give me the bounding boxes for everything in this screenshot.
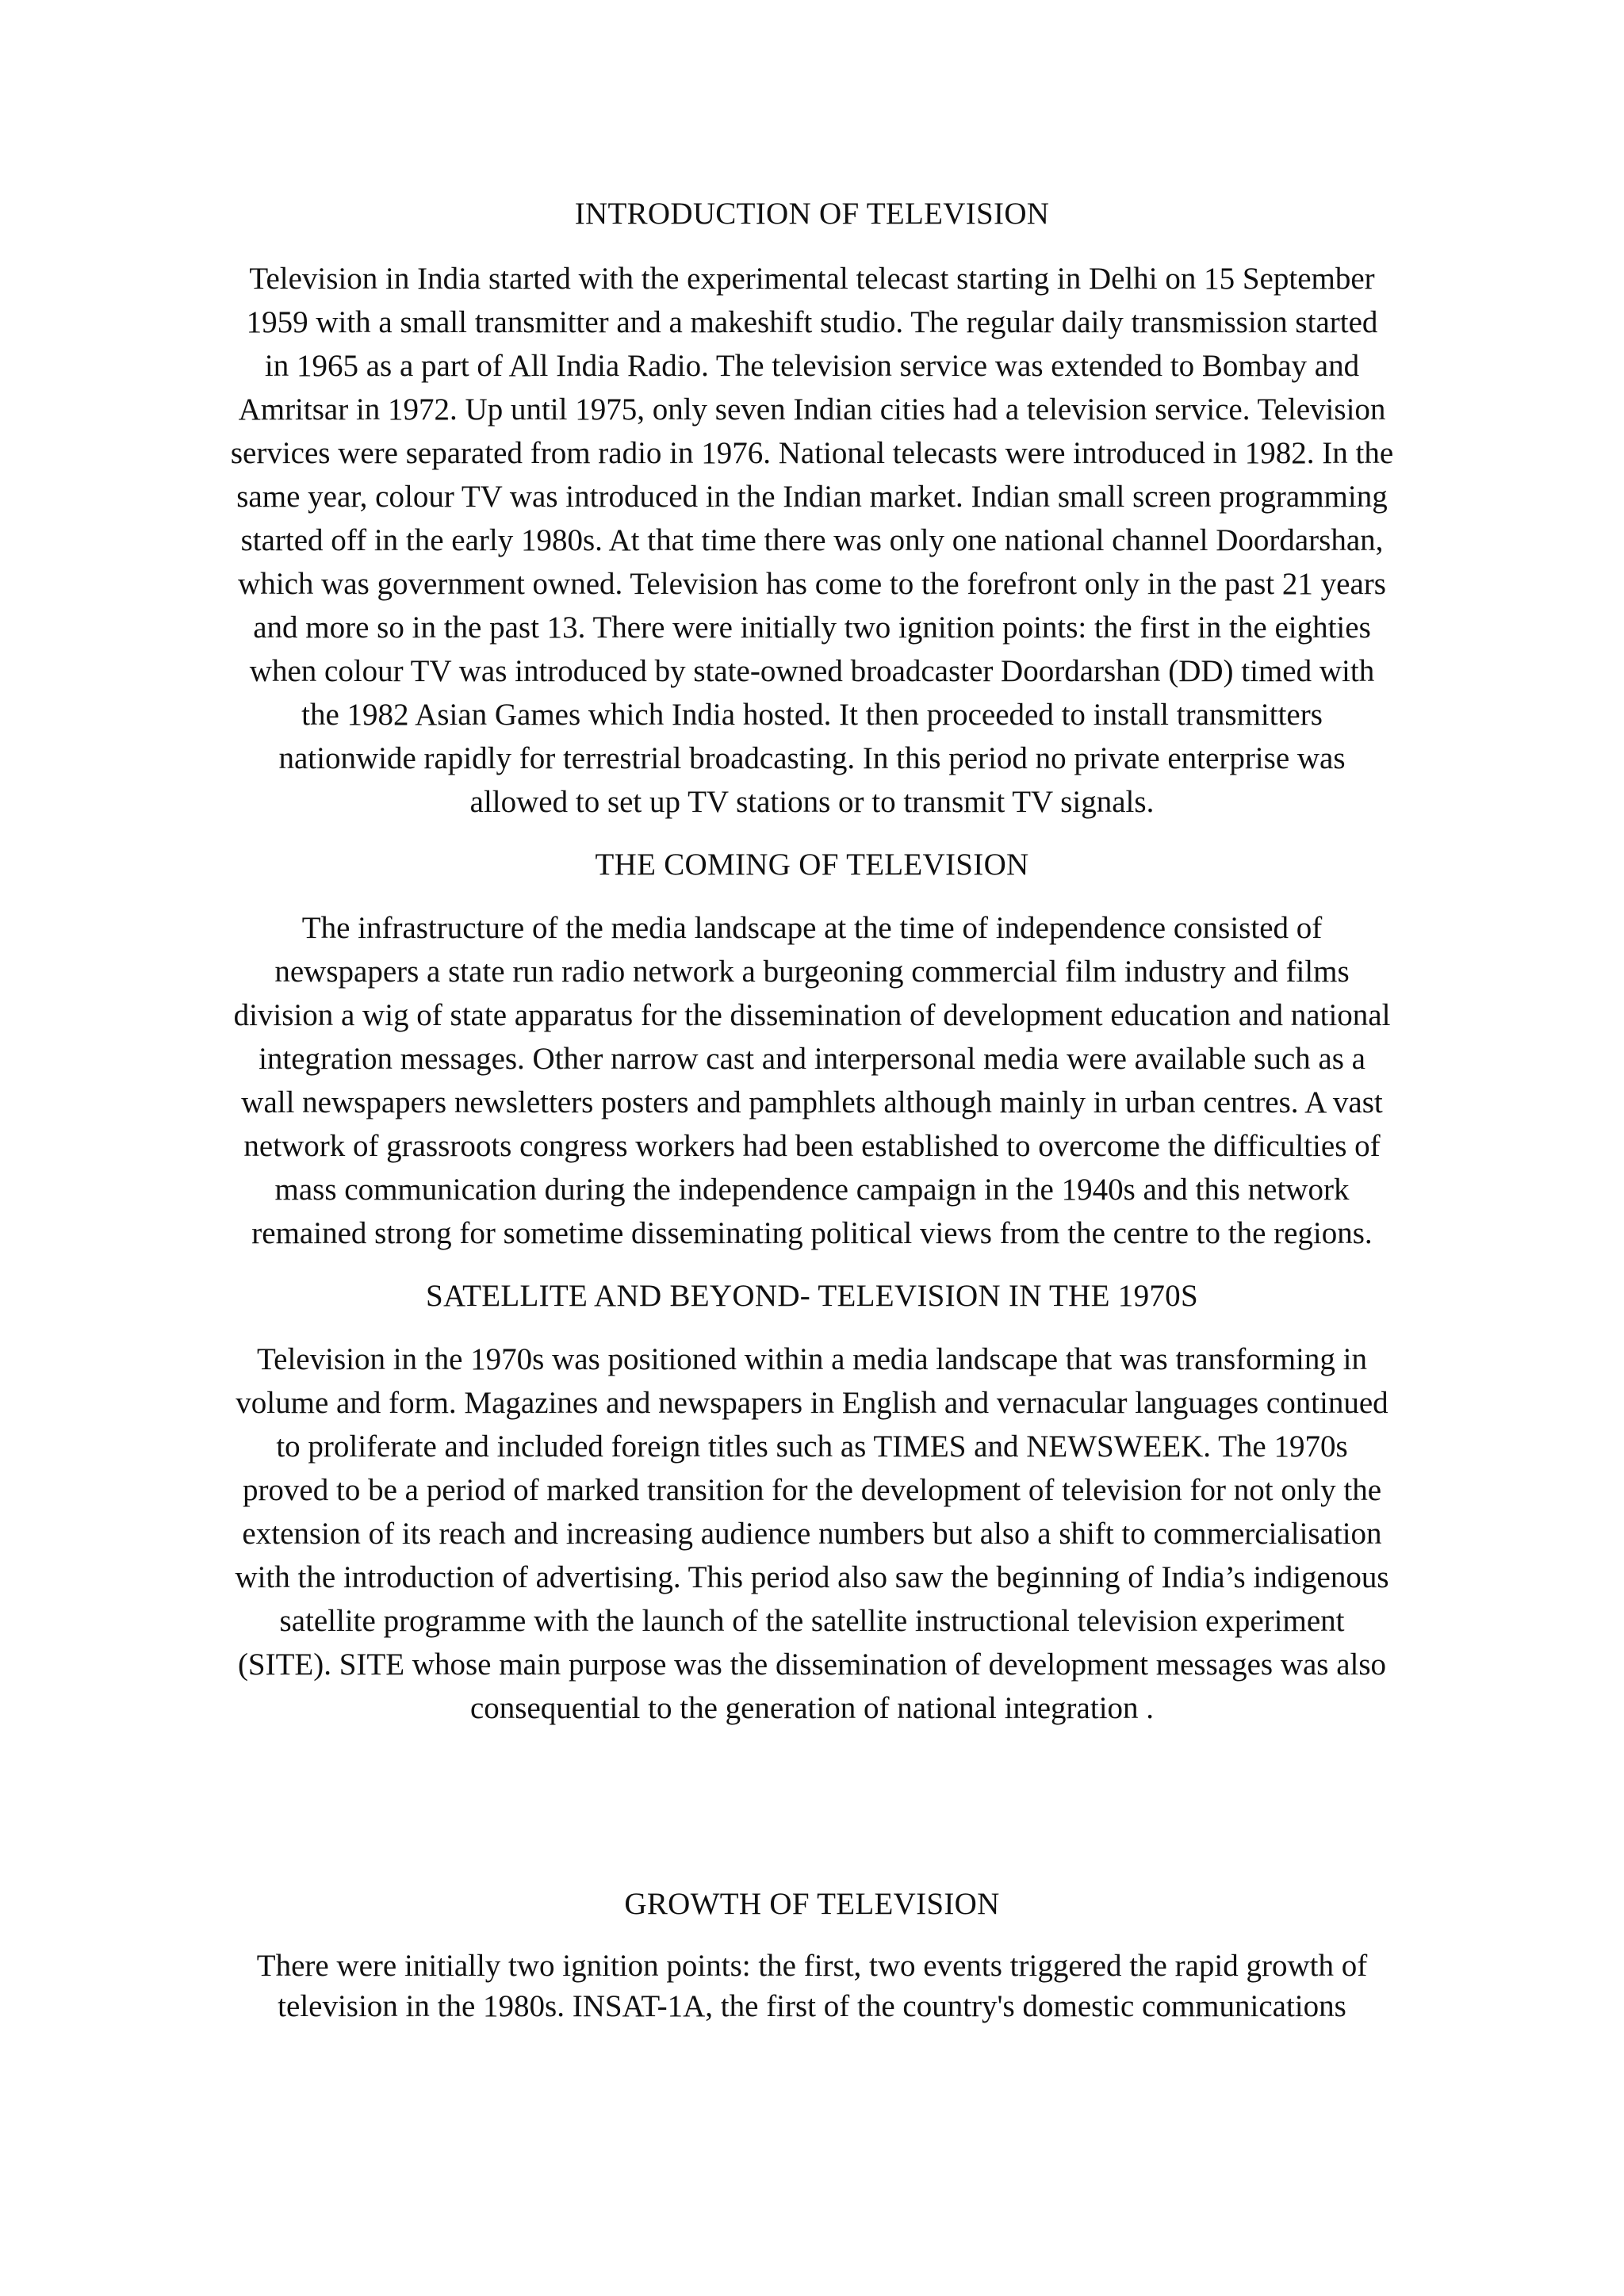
text-line: when colour TV was introduced by state-owned broadcaster Doordarshan (DD) timed with bbox=[249, 654, 1375, 688]
section-paragraph-satellite-and-beyond bbox=[190, 1337, 1434, 1730]
text-line: Television in India started with the experimental telecast starting in Delhi on 15 September bbox=[249, 262, 1375, 296]
text-line: allowed to set up TV stations or to transmit TV signals. bbox=[469, 785, 1155, 819]
text-line: integration messages. Other narrow cast and interpersonal media were available such as a bbox=[259, 1042, 1365, 1076]
section-heading-satellite-and-beyond: SATELLITE AND BEYOND- TELEVISION IN THE 1970S bbox=[426, 1279, 1198, 1313]
text-line: remained strong for sometime disseminating political views from the centre to the regions. bbox=[251, 1216, 1373, 1250]
text-line: network of grassroots congress workers had been established to overcome the difficulties of bbox=[243, 1129, 1381, 1163]
section-heading-introduction: INTRODUCTION OF TELEVISION bbox=[574, 197, 1050, 231]
document-body bbox=[190, 192, 1434, 2026]
text-line: services were separated from radio in 1976. National telecasts were introduced in 1982. In the bbox=[230, 436, 1394, 470]
text-line: There were initially two ignition points: the first, two events triggered the rapid growth of bbox=[256, 1949, 1368, 1983]
text-line: started off in the early 1980s. At that time there was only one national channel Doordarshan, bbox=[240, 523, 1384, 557]
text-line: division a wig of state apparatus for the dissemination of development education and national bbox=[233, 998, 1391, 1032]
text-line: mass communication during the independence campaign in the 1940s and this network bbox=[274, 1173, 1350, 1207]
text-line: in 1965 as a part of All India Radio. The television service was extended to Bombay and bbox=[264, 349, 1360, 383]
text-line: same year, colour TV was introduced in the Indian market. Indian small screen programming bbox=[236, 480, 1388, 514]
section-paragraph-introduction bbox=[190, 257, 1434, 824]
section-heading-growth-of-television: GROWTH OF TELEVISION bbox=[624, 1887, 1000, 1921]
text-line: satellite programme with the launch of the satellite instructional television experiment bbox=[279, 1604, 1345, 1638]
text-line: nationwide rapidly for terrestrial broadcasting. In this period no private enterprise was bbox=[278, 741, 1346, 775]
text-line: television in the 1980s. INSAT-1A, the first of the country's domestic communications bbox=[278, 1989, 1346, 2023]
text-line: (SITE). SITE whose main purpose was the dissemination of development messages was also bbox=[237, 1647, 1387, 1682]
text-line: The infrastructure of the media landscape at the time of independence consisted of bbox=[301, 911, 1323, 945]
section-heading-coming-of-television: THE COMING OF TELEVISION bbox=[595, 848, 1029, 882]
text-line: wall newspapers newsletters posters and pamphlets although mainly in urban centres. A vast bbox=[241, 1085, 1383, 1119]
text-line: with the introduction of advertising. This period also saw the beginning of India’s indigenous bbox=[235, 1560, 1389, 1594]
text-line: volume and form. Magazines and newspapers in English and vernacular languages continued bbox=[236, 1386, 1388, 1420]
text-line: extension of its reach and increasing audience numbers but also a shift to commercialisation bbox=[242, 1517, 1382, 1551]
text-line: proved to be a period of marked transition for the development of television for not only the bbox=[242, 1473, 1382, 1507]
text-line: which was government owned. Television has come to the forefront only in the past 21 years bbox=[238, 567, 1386, 601]
text-line: newspapers a state run radio network a burgeoning commercial film industry and films bbox=[274, 955, 1350, 989]
text-line: to proliferate and included foreign titles such as TIMES and NEWSWEEK. The 1970s bbox=[276, 1429, 1348, 1464]
text-line: and more so in the past 13. There were initially two ignition points: the first in the eighties bbox=[253, 610, 1371, 645]
text-line: 1959 with a small transmitter and a makeshift studio. The regular daily transmission started bbox=[246, 305, 1378, 339]
text-line: consequential to the generation of national integration . bbox=[469, 1691, 1155, 1725]
section-paragraph-coming-of-television bbox=[190, 906, 1434, 1255]
text-line: Amritsar in 1972. Up until 1975, only seven Indian cities had a television service. Television bbox=[238, 392, 1386, 427]
text-line: Television in the 1970s was positioned within a media landscape that was transforming in bbox=[257, 1342, 1367, 1376]
text-line: the 1982 Asian Games which India hosted. It then proceeded to install transmitters bbox=[301, 698, 1323, 732]
section-paragraph-growth-of-television bbox=[190, 1946, 1434, 2026]
